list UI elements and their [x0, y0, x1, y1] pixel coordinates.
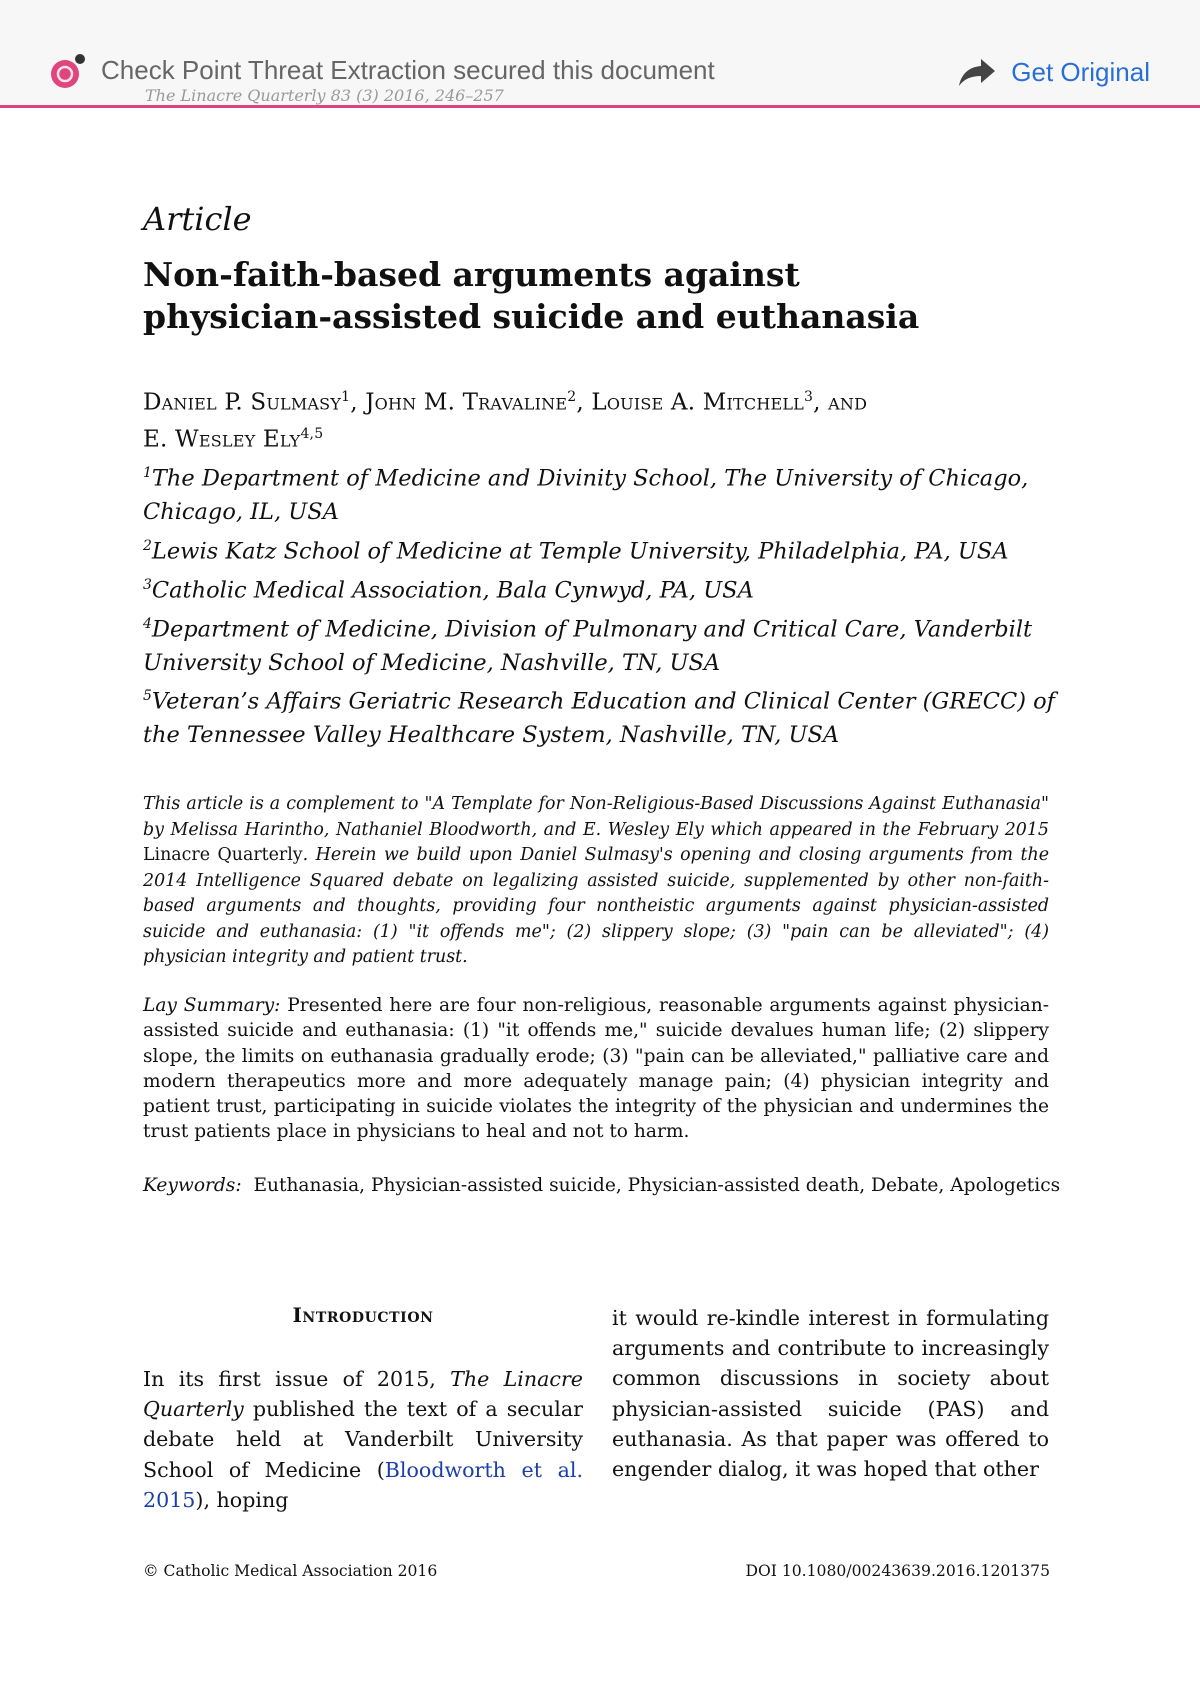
article-title — [143, 254, 1043, 338]
affiliation-sup: 4 — [143, 615, 152, 632]
author-sup: 1 — [341, 389, 351, 405]
affiliation-text: The Department of Medicine and Divinity School, The University of Chicago, Chicago, IL, USA — [143, 465, 1029, 525]
body-text: published the text of a secular debate held at Vanderbilt University School of Medicine ( — [143, 1397, 583, 1482]
get-original-label: Get Original — [1011, 56, 1150, 87]
journal-name: The Linacre Quarterly — [143, 1367, 583, 1422]
abstract-journal-name: Linacre Quarterly — [143, 845, 303, 865]
affiliation-item — [143, 457, 1073, 530]
body-right-column: it would re-kindle interest in formulating arguments and contribute to increasingly common discussions in society about physician-assisted suicide (PAS) and euthanasia. As that paper was offered to engender dialog, it was hoped that other — [612, 1306, 1049, 1482]
author-separator: , — [350, 389, 366, 416]
affiliation-text: Veteran’s Affairs Geriatric Research Education and Clinical Center (GRECC) of the Tennessee Valley Healthcare System, Nashville, TN, USA — [143, 688, 1055, 748]
body-text: ), hoping — [195, 1487, 289, 1512]
doi-text: DOI 10.1080/00243639.2016.1201375 — [745, 1562, 1050, 1580]
copyright-notice: © Catholic Medical Association 2016 — [143, 1562, 438, 1580]
affiliation-item — [143, 608, 1073, 681]
affiliation-text: Catholic Medical Association, Bala Cynwyd, PA, USA — [151, 577, 754, 603]
title-line-1: Non-faith-based arguments against — [143, 255, 800, 294]
affiliation-list — [143, 457, 1073, 753]
introduction-heading: Introduction — [292, 1303, 434, 1327]
lay-summary-text: Presented here are four non-religious, reasonable arguments against physician-assisted suicide and euthanasia: (1) "it offends me," suicide devalues human life; (2) slippery slope, the limits on euthanasia gradually erode; (3) "pain can be alleviated," palliative care and modern therapeutics more and more adequately manage pain; (4) physician integrity and patient trust, participating in suicide violates the integrity of the physician and undermines the trust patients place in physicians to heal and not to harm. — [143, 995, 1049, 1143]
abstract — [143, 792, 1049, 971]
body-left-column — [143, 1364, 583, 1515]
author-name: John M. Travaline — [365, 389, 568, 416]
affiliation-sup: 2 — [143, 537, 152, 554]
affiliation-sup: 1 — [143, 465, 152, 481]
section-label: Article — [143, 200, 252, 238]
author-name: Daniel P. Sulmasy — [143, 389, 342, 416]
security-text: Check Point Threat Extraction secured this document — [101, 55, 715, 85]
abstract-text-1: This article is a complement to "A Template for Non-Religious-Based Discussions Against Euthanasia" by Melissa Harintho, Nathaniel Bloodworth, and E. Wesley Ely which appeared in the February 2015 — [143, 794, 1049, 840]
affiliation-text: Department of Medicine, Division of Pulmonary and Critical Care, Vanderbilt University School of Medicine, Nashville, TN, USA — [143, 616, 1033, 676]
citation-link[interactable]: Bloodworth et al. 2015 — [143, 1457, 583, 1512]
author-name: Louise A. Mitchell — [591, 389, 805, 416]
author-name: E. Wesley Ely — [143, 426, 301, 453]
get-original-button[interactable] — [957, 52, 1150, 92]
affiliation-item — [143, 680, 1073, 753]
share-arrow-icon — [957, 56, 997, 88]
author-separator: , and — [813, 389, 868, 416]
checkpoint-logo-icon — [48, 52, 88, 92]
title-line-2: physician-assisted suicide and euthanasia — [143, 297, 920, 336]
affiliation-sup: 3 — [143, 576, 152, 593]
keywords-text: Euthanasia, Physician-assisted suicide, Physician-assisted death, Debate, Apologetics — [253, 1175, 1061, 1196]
abstract-text-2: . Herein we build upon Daniel Sulmasy's opening and closing arguments from the 2014 Intelligence Squared debate on legalizing assisted suicide, supplemented by other non-faith-based arguments and thoughts, providing four nontheistic arguments against physician-assisted suicide and euthanasia: (1) "it offends me"; (2) slippery slope; (3) "pain can be alleviated"; (4) physician integrity and patient trust. — [143, 845, 1049, 967]
author-sup: 4,5 — [300, 425, 324, 442]
lay-summary-label: Lay Summary: — [143, 995, 281, 1016]
keywords-label: Keywords: — [143, 1175, 242, 1196]
body-text: In its first issue of 2015, — [143, 1367, 451, 1391]
lay-summary — [143, 993, 1049, 1145]
affiliation-item — [143, 569, 1073, 608]
security-banner — [0, 0, 1200, 108]
journal-reference: The Linacre Quarterly 83 (3) 2016, 246–257 — [145, 86, 504, 105]
author-sup: 3 — [804, 389, 814, 405]
keywords — [143, 1173, 1061, 1199]
affiliation-item — [143, 530, 1073, 569]
affiliation-sup: 5 — [143, 688, 152, 704]
author-list — [143, 382, 1043, 455]
author-separator: , — [576, 389, 592, 416]
affiliation-text: Lewis Katz School of Medicine at Temple University, Philadelphia, PA, USA — [151, 538, 1009, 564]
author-sup: 2 — [567, 389, 577, 405]
